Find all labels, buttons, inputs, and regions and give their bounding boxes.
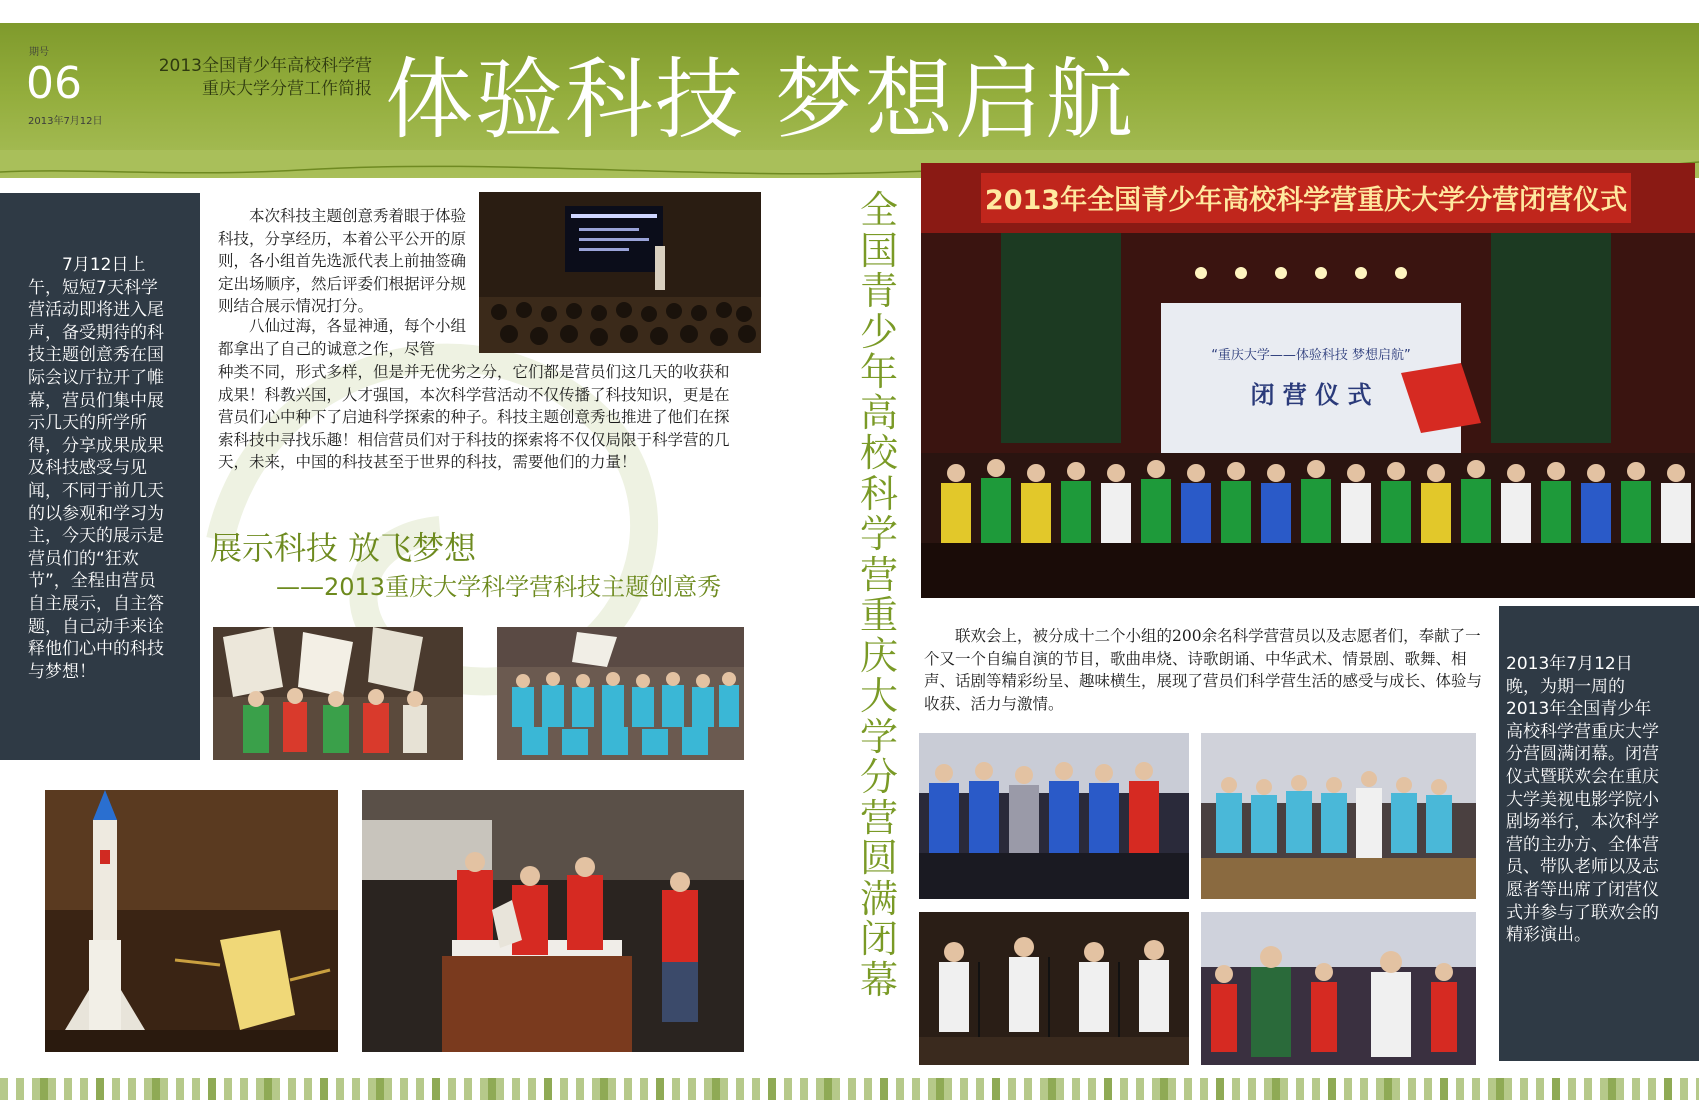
article-paragraph-3: 种类不同，形式多样，但是并无优劣之分，它们都是营员们这几天的收获和成果！科教兴国，人才强国，本次科学营活动不仅传播了科技知识，更是在营员们心中种下了启迪科学探索的种子。科技主题创意秀也推进了他们在探索科技中寻找乐趣！相信营员们对于科技的探索将不仅仅局限于科学营的几天，未来，中国的科技甚至于世界的科技，需要他们的力量！ (218, 363, 730, 472)
photo-presentation-hall (479, 192, 761, 353)
vertical-title: 全国青少年高校科学营重庆大学分营圆满闭幕 (859, 188, 898, 1002)
photo-performance-singing (1201, 733, 1476, 899)
backdrop-subtitle: 闭 营 仪 式 (1250, 381, 1372, 409)
photo-performance-duet (1201, 912, 1476, 1065)
right-sidebar-text (1499, 653, 1666, 947)
section-subheading: ——2013重庆大学科学营科技主题创意秀 (276, 573, 722, 601)
section-heading: 展示科技 放飞梦想 (210, 529, 477, 567)
bottom-stripe-accent (0, 1078, 1699, 1100)
photo-rocket-model (45, 790, 338, 1052)
photo-blue-shirt-group (497, 627, 744, 760)
photo-performance-recital (919, 912, 1189, 1065)
photo-closing-ceremony (921, 163, 1695, 598)
photo-red-shirt-presentation (362, 790, 744, 1052)
article-paragraph-2: 八仙过海，各显神通，每个小组都拿出了自己的诚意之作，尽管 (218, 317, 467, 358)
left-sidebar-text: 7月12日上午，短短7天科学营活动即将进入尾声，备受期待的科技主题创意秀在国际会议厅拉开了帷幕，营员们集中展示几天的所学所得，分享成果成果及科技感受与见闻，不同于前几天的以参观和学习为主，今天的展示是营员们的“狂欢节”，全程由营员自主展示，自主答题，自己动手来诠释他们心中的科技与梦想！ (28, 255, 164, 682)
photo-performance-blue-shirts (919, 733, 1189, 899)
main-title: 体验科技 梦想启航 (385, 48, 1135, 151)
photo-flag-group (213, 627, 463, 760)
banner-text: 2013年全国青少年高校科学营重庆大学分营闭营仪式 (984, 185, 1628, 216)
backdrop-title: “重庆大学——体验科技 梦想启航” (1211, 348, 1411, 363)
issue-number: 06 (26, 58, 82, 109)
subtitle-line-1: 2013全国青少年高校科学营 (158, 56, 372, 76)
closing-article-text: 联欢会上，被分成十二个小组的200余名科学营营员以及志愿者们，奉献了一个又一个自编自演的节目，歌曲串烧、诗歌朗诵、中华武术、情景剧、歌舞、相声、话剧等精彩纷呈、趣味横生，展现了营员们科学营生活的感受与成长、体验与收获、活力与激情。 (924, 627, 1483, 713)
right-sidebar-paragraph: 2013年7月12日晚，为期一周的2013年全国青少年高校科学营重庆大学分营圆满闭幕。闭营仪式暨联欢会在重庆大学美视电影学院小剧场举行，本次科学营的主办方、全体营员、带队老师以及志愿者等出席了闭营仪式并参与了联欢会的精彩演出。 (1506, 654, 1659, 946)
issue-label: 期号 (29, 47, 49, 58)
publication-subtitle (150, 55, 372, 101)
subtitle-line-2: 重庆大学分营工作简报 (202, 79, 372, 99)
article-paragraph-1: 本次科技主题创意秀着眼于体验科技，分享经历，本着公平公开的原则，各小组首先选派代表上前抽签确定出场顺序，然后评委们根据评分规则结合展示情况打分。 (218, 207, 467, 316)
issue-date: 2013年7月12日 (28, 116, 103, 127)
